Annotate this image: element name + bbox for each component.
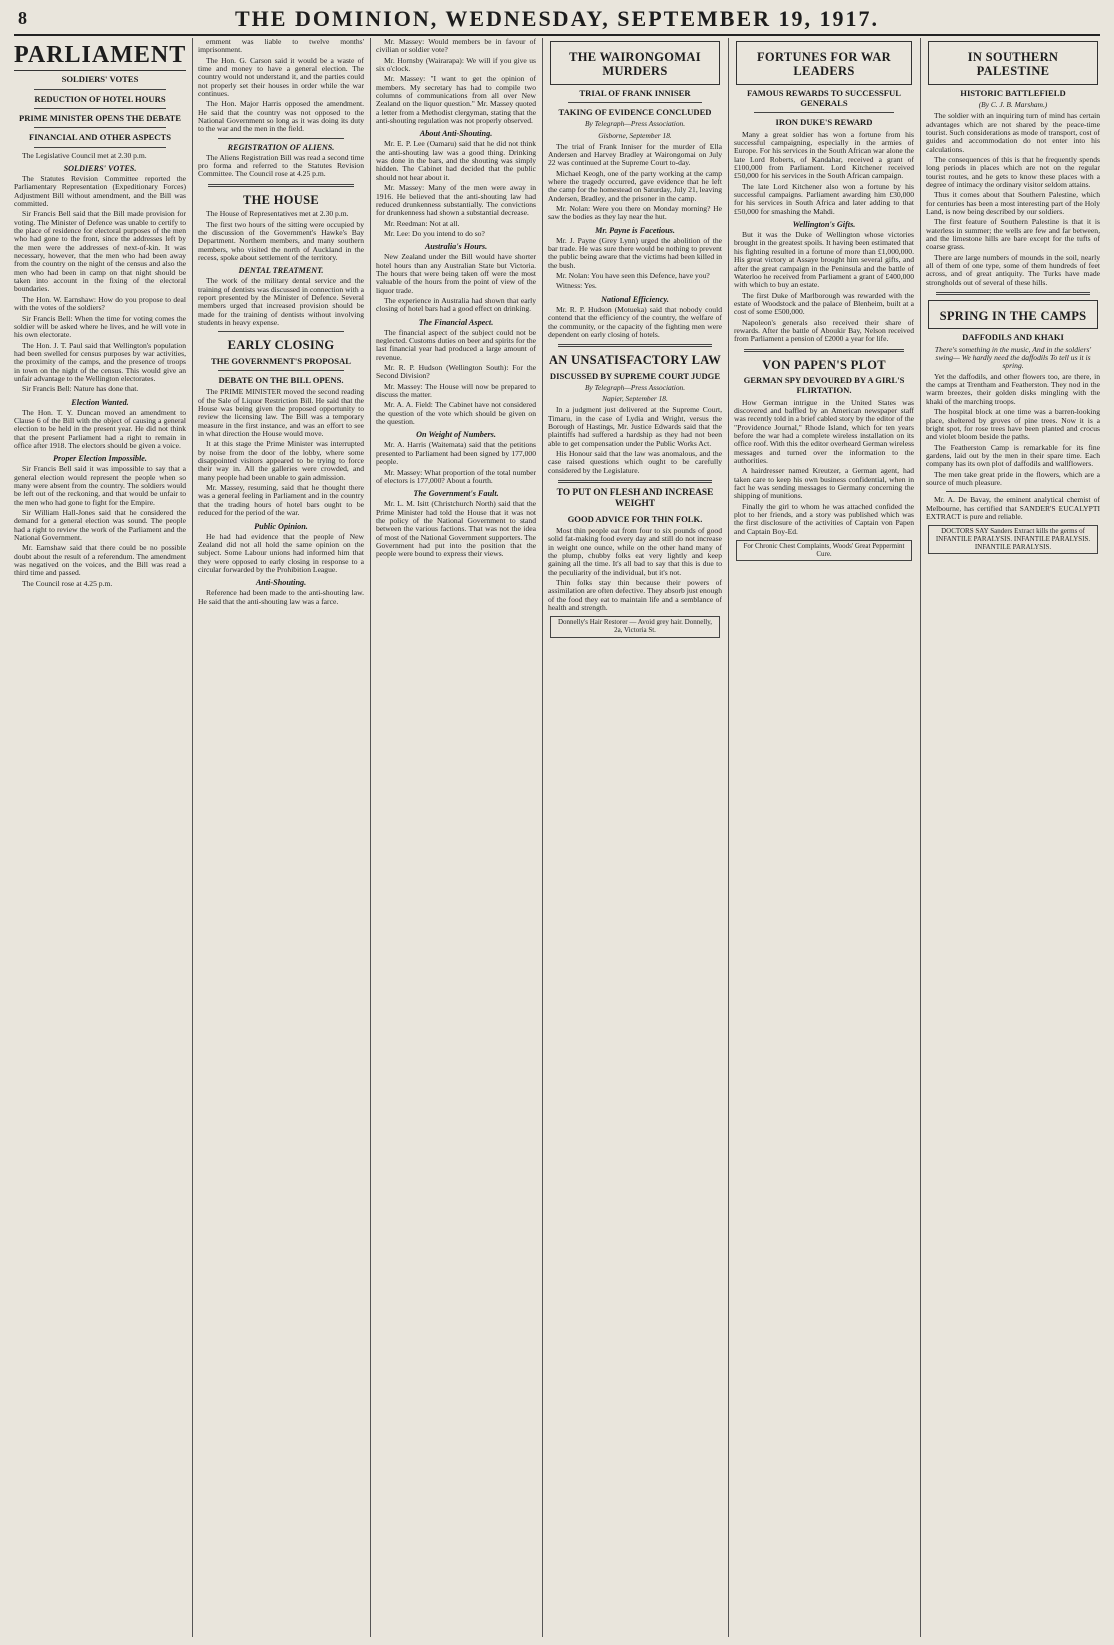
rule (568, 102, 702, 103)
double-rule (744, 349, 904, 352)
column-divider (542, 38, 543, 1637)
article-paragraph: Many a great soldier has won a fortune from his successful campaigning, especially in the armies of Europe. For his services in the South African war alone the late Lord Roberts, of Kandahar, received a grant of £100,000 from Parliament. Lord Kitchener received £50,000 for his services in the South African campaign. (734, 129, 914, 181)
financial-subheading: FINANCIAL AND OTHER ASPECTS (28, 132, 172, 143)
article-paragraph: Mr. R. P. Hudson (Motueka) said that nobody could contend that the efficiency of the country, the welfare of the community, or the capacity of the fighting men were dependent on early closing of hotels. (548, 304, 722, 339)
article-paragraph: Michael Keogh, one of the party working at the camp where the tragedy occurred, gave evidence that he left the camp for the homestead on Saturday, July 21, leaving Andersen, Bradley, and the prisoner in the camp. (548, 168, 722, 203)
article-paragraph: He had had evidence that the people of New Zealand did not all hold the same opinion on the subject. Some Labour unions had informed him that they were opposed to early closing in response to a circular forwarded by the Prohibition League. (198, 531, 364, 574)
article-paragraph: Mr. Reedman: Not at all. (384, 218, 460, 228)
article-paragraph: Reference had been made to the anti-shouting law. He said that the anti-shouting law was a farce. (198, 588, 364, 606)
article-paragraph: His Honour said that the law was anomalous, and the case raised questions which ought to be carefully considered by the Legislature. (548, 448, 722, 475)
rule (218, 138, 344, 139)
side-heading: Australia's Hours. (424, 242, 488, 252)
spring-camps-heading: SPRING IN THE CAMPS (939, 309, 1087, 324)
article-paragraph: Mr. Massey: Would members be in favour of civilian or soldier vote? (376, 38, 536, 55)
article-paragraph: Witness: Yes. (556, 281, 597, 291)
side-heading: REGISTRATION OF ALIENS. (227, 142, 335, 152)
early-closing-heading: EARLY CLOSING (227, 338, 335, 353)
advertisement: Donnelly's Hair Restorer — Avoid grey hair. Donnelly, 2a, Victoria St. (550, 616, 720, 637)
article-paragraph: The first Duke of Marlborough was rewarded with the estate of Woodstock and the palace of Blenheim, built at a cost of some £500,000. (734, 290, 914, 317)
article-paragraph: Mr. E. P. Lee (Oamaru) said that he did not think the anti-shouting law was a good thing. Drinking was done in the bars, and the shouting was simply hidden. The Cabinet had decided that the public should not hear about it. (376, 139, 536, 182)
masthead-title: THE DOMINION, WEDNESDAY, SEPTEMBER 19, 1917. (234, 6, 879, 31)
article-paragraph: The Hon. G. Carson said it would be a waste of time and money to have a general election. The country would not understand it, and the parties could not properly set their houses in order while the war continues. (198, 55, 364, 99)
byline: By Telegraph—Press Association. (584, 119, 686, 129)
double-rule (558, 344, 712, 347)
article-paragraph: Mr. L. M. Isitt (Christchurch North) said that the Prime Minister had told the House that it was not the policy of the National Government to stand between the various factions. That was not the idea of most of the National Government supporters. The Government had put into the position that the people were bound to express their views. (376, 499, 536, 559)
article-paragraph: The Statutes Revision Committee reported the Parliamentary Representation (Expeditionary Forces) Adjustment Bill without amendment, and the Bill was committed. (14, 174, 186, 209)
headline-box (736, 41, 912, 85)
unsatisfactory-law-heading: AN UNSATISFACTORY LAW (548, 353, 722, 368)
daffodils-subheading: DAFFODILS AND KHAKI (962, 332, 1064, 343)
article-paragraph: The Aliens Registration Bill was read a second time pro forma and referred to the Statutes Revision Committee. The Council rose at 4.25 p.m. (198, 152, 364, 179)
side-heading: Anti-Shouting. (255, 578, 307, 588)
german-spy-subheading: GERMAN SPY DEVOURED BY A GIRL'S FLIRTATION. (743, 374, 905, 396)
article-paragraph: Thus it comes about that Southern Palestine, which for centuries has been a most interesting part of the Holy Land, is now being described by our soldiers. (926, 190, 1100, 216)
article-paragraph: Mr. Massey, resuming, said that he thought there was a general feeling in Parliament and in the country that the trading hours of hotel bars ought to be reduced for the period of the war. (198, 483, 364, 518)
article-paragraph: The Hon. Major Harris opposed the amendment. He said that the country was not opposed to the National Government so long as it was doing its duty to the war and the men in the field. (198, 99, 364, 134)
flesh-weight-heading: TO PUT ON FLESH AND INCREASE WEIGHT (556, 487, 714, 510)
article-paragraph: The men take great pride in the flowers, which are a source of much pleasure. (926, 469, 1100, 487)
article-paragraph: The Hon. J. T. Paul said that Wellington's population had been swelled for census purposes by war activities, the proximity of the camps, and the presence of troops in town on the night of the census. This would give an unfair advantage to the Wellington electorates. (14, 340, 186, 383)
article-paragraph: The Legislative Council met at 2.30 p.m. (22, 150, 147, 160)
side-heading: Proper Election Impossible. (53, 454, 147, 464)
side-heading: SOLDIERS' VOTES. (63, 163, 137, 173)
article-paragraph: Mr. J. Payne (Grey Lynn) urged the abolition of the bar trade. He was sure there would be nothing to prevent the public being aware that the victims had been killed in the bush. (548, 235, 722, 270)
article-paragraph: Mr. Nolan: Were you there on Monday morning? He saw the bodies as they lay near the hut. (548, 204, 722, 222)
poem-verse: There's something in the music, And in the soldiers' swing— We hardly need the daffodils To tell us it is spring. (934, 344, 1092, 371)
dateline: Gisborne, September 18. (598, 130, 672, 140)
column-3 (376, 38, 536, 1639)
evidence-subheading: TAKING OF EVIDENCE CONCLUDED (558, 107, 712, 118)
article-paragraph: Mr. Lee: Do you intend to do so? (384, 228, 485, 238)
the-house-heading: THE HOUSE (243, 192, 319, 207)
double-rule (558, 480, 712, 483)
rule (218, 370, 344, 371)
column-6 (926, 38, 1100, 1639)
article-paragraph: The House of Representatives met at 2.30 p.m. (206, 209, 349, 219)
article-paragraph: Sir Francis Bell said it was impossible to say that a general election would represent the people when so many were absent from the country. The soldiers would be left out of the reckoning, and that would be unfair to the men who had gone to fight for the Empire. (14, 464, 186, 507)
fortunes-heading: FORTUNES FOR WAR LEADERS (756, 50, 891, 79)
rule (34, 89, 166, 90)
article-paragraph: There are large numbers of mounds in the soil, nearly all of them of one type, some of them hundreds of feet across, and of great antiquity. The Turks have made strongholds out of several of these hills. (926, 252, 1100, 287)
side-heading: The Government's Fault. (413, 489, 499, 499)
column-4 (548, 38, 722, 1639)
rule (34, 147, 166, 148)
article-paragraph: The PRIME MINISTER moved the second reading of the Sale of Liquor Restriction Bill. He said that the House was being given the proposed opportunity to review the licensing law. The Bill was a temporary measure in the first instance, and was an effort to see in what direction the House would move. (198, 387, 364, 439)
hotel-hours-subheading: REDUCTION OF HOTEL HOURS (34, 93, 166, 104)
article-paragraph: Mr. R. P. Hudson (Wellington South): For the Second Division? (376, 363, 536, 381)
article-paragraph: Mr. Hornsby (Wairarapa): We will if you give us six o'clock. (376, 55, 536, 74)
article-paragraph: The hospital block at one time was a barren-looking place, sheltered by groves of pine trees. Now it is a bright spot, for rose trees have been planted and crocus and violet bloom beside the paths. (926, 407, 1100, 442)
rule (34, 127, 166, 128)
palestine-heading: IN SOUTHERN PALESTINE (967, 50, 1059, 79)
wairongomai-heading: THE WAIRONGOMAI MURDERS (569, 50, 701, 79)
article-paragraph: Sir Francis Bell said that the Bill made provision for voting. The Minister of Defence was unable to certify to the place of residence for electoral purposes of the men who had gone to the front, since the addresses left by the men were the addresses of next-of-kin. It was necessary, however, that the men who had been away from the country on the night of the census and also the men who had been in camp on that night should be taken into account in the fixing of the electoral boundaries. (14, 209, 186, 294)
article-paragraph: The consequences of this is that he frequently spends long periods in places which are not on the regular tourist routes, and he gets to know these places with a degree of intimacy the ordinary visitor seldom attains. (926, 154, 1100, 189)
rewards-subheading: FAMOUS REWARDS TO SUCCESSFUL GENERALS (746, 87, 901, 109)
column-2 (198, 38, 364, 1639)
headline-box (928, 300, 1098, 329)
article-paragraph: The first feature of Southern Palestine is that it is waterless in summer; the wells are few and far between, and the limestone hills are bare except for the tufts of coarse grass. (926, 217, 1100, 252)
article-paragraph: But it was the Duke of Wellington whose victories brought in the greatest spoils. It having been estimated that his fighting resulted in a fortune of more than £1,000,000. His great victory at Assaye brought him several gifts, and after the great campaign in the Peninsula and the battle of Waterloo he received from Parliament a grant of £400,000 with which to buy an estate. (734, 230, 914, 290)
article-paragraph: Mr. Massey: "I want to get the opinion of members. My secretary has had to compile two columns of communications from all over New Zealand on the liquor question." Mr. Massey quoted a letter from a Methodist clergyman, stating that the anti-shouting regulation was not properly observed. (376, 74, 536, 126)
side-heading: About Anti-Shouting. (419, 129, 493, 139)
soldiers-votes-subheading: SOLDIERS' VOTES (61, 74, 139, 85)
side-heading: National Efficiency. (601, 294, 669, 304)
article-paragraph: ernment was liable to twelve months' imprisonment. (198, 38, 364, 55)
article-paragraph: Finally the girl to whom he was attached confided the plot to her friends, and a story was published which was the first disclosure of the activities of Captain von Papen and Captain Boy-Ed. (734, 501, 914, 536)
rule (754, 112, 894, 113)
article-paragraph: The first two hours of the sitting were occupied by the discussion of the Government's Hawke's Bay Department. Northern members, and many southern members, who visited the north of Auckland in the recess, spoke about settlement of the territory. (198, 219, 364, 262)
article-paragraph: Mr. Earnshaw said that there could be no possible doubt about the result of a referendum. The amendment was negatived on the voices, and the Bill was read a third time and passed. (14, 543, 186, 578)
article-paragraph: Mr. Nolan: You have seen this Defence, have you? (556, 271, 710, 281)
article-paragraph: Mr. A. A. Field: The Cabinet have not considered the question of the vote which should be given on the question. (376, 400, 536, 427)
byline: By Telegraph—Press Association. (584, 382, 686, 392)
article-paragraph: Sir William Hall-Jones said that he considered the demand for a general election was sound. The people had a right to review the work of the Parliament and the National Government. (14, 508, 186, 543)
rule (34, 108, 166, 109)
article-paragraph: A hairdresser named Kreutzer, a German agent, had taken care to keep his own business confidential, when in fact he was sending messages to Germany concerning the shipping of munitions. (734, 466, 914, 501)
trial-subheading: TRIAL OF FRANK INNISER (579, 87, 691, 98)
article-paragraph: Mr. Massey: What proportion of the total number of electors is 177,000? About a fourth. (376, 467, 536, 485)
von-papen-heading: VON PAPEN'S PLOT (762, 357, 886, 372)
article-paragraph: Mr. Massey: Many of the men were away in 1916. He believed that the anti-shouting law had reduced drunkenness substantially. The convictions for drunkenness had shown a substantial decrease. (376, 183, 536, 218)
article-paragraph: Most thin people eat from four to six pounds of good solid fat-making food every day and still do not increase in weight one ounce, while on the other hand many of the plump, chubby folks eat very lightly and keep gaining all the time. It's all bad to say that this is due to the peculiarity of the individual, but it's not. (548, 525, 722, 577)
double-rule (936, 292, 1090, 295)
headline-box (928, 41, 1098, 85)
article-paragraph: Sir Francis Bell: Nature has done that. (22, 384, 139, 394)
article-paragraph: The Hon. W. Earnshaw: How do you propose to deal with the votes of the soldiers? (14, 294, 186, 313)
page-number: 8 (18, 8, 27, 28)
column-divider (920, 38, 921, 1637)
article-paragraph: The work of the military dental service and the training of dentists was discussed in connection with a report presented by the Minister of Defence. Several members urged that increased provision should be made for the training of dentists without involving students in heavy expense. (198, 276, 364, 327)
article-paragraph: How German intrigue in the United States was discovered and baffled by an American newspaper staff was recently told in a brief cabled story by the editor of the "Providence Journal," Rhode Island, which for ten years before the war had a complete wireless installation on its office roof. With this the editor overheard German wireless messages and turned over the information to the authorities. (734, 397, 914, 466)
government-proposal-subheading: THE GOVERNMENT'S PROPOSAL (211, 355, 351, 366)
side-heading: Wellington's Gifts. (792, 220, 856, 230)
article-paragraph: The Council rose at 4.25 p.m. (22, 578, 113, 588)
column-divider (370, 38, 371, 1637)
column-5 (734, 38, 914, 1639)
thin-folk-subheading: GOOD ADVICE FOR THIN FOLK. (567, 513, 703, 524)
parliament-heading: PARLIAMENT (14, 42, 186, 71)
article-paragraph: Mr. A. Harris (Waitemata) said that the petitions presented to Parliament had been signed by 177,000 people. (376, 440, 536, 467)
article-paragraph: The late Lord Kitchener also won a fortune by his successful campaigns. Parliament awarding him £30,000 for his services in South Africa and later adding to that £50,000 for smashing the Mahdi. (734, 181, 914, 216)
byline: (By C. J. B. Marsham.) (978, 100, 1048, 110)
masthead (14, 4, 1100, 36)
column-divider (728, 38, 729, 1637)
article-paragraph: New Zealand under the Bill would have shorter hotel hours than any Australian State but Victoria. The hours that were being taken off were the most valuable of the hours from the point of view of the liquor trade. (376, 252, 536, 295)
article-paragraph: Napoleon's generals also received their share of rewards. After the battle of Aboukir Bay, Nelson received from Parliament a pension of £2000 a year for life. (734, 317, 914, 344)
column-divider (192, 38, 193, 1637)
headline-box (550, 41, 720, 85)
article-paragraph: The Hon. T. Y. Duncan moved an amendment to Clause 6 of the Bill with the object of causing a general election to be held in the present year. He did not think that the present Parliament had a right to remain in office after 1918. The electors should be given a voice. (14, 407, 186, 450)
article-paragraph: The trial of Frank Inniser for the murder of Ella Andersen and Harvey Bradley at Wairongomai on July 22 was continued at the Supreme Court to-day. (548, 141, 722, 168)
double-rule (208, 184, 354, 187)
debate-subheading: DEBATE ON THE BILL OPENS. (218, 375, 344, 386)
article-paragraph: The Featherston Camp is remarkable for its fine gardens, laid out by the men in their spare time. Each company has its own plot of daffodils and wallflowers. (926, 442, 1100, 469)
judge-subheading: DISCUSSED BY SUPREME COURT JUDGE (549, 370, 721, 381)
prime-minister-subheading: PRIME MINISTER OPENS THE DEBATE (18, 113, 182, 124)
article-paragraph: Mr. Massey: The House will now be prepared to discuss the matter. (376, 381, 536, 400)
advertisement: For Chronic Chest Complaints, Woods' Great Peppermint Cure. (736, 540, 912, 561)
side-heading: DENTAL TREATMENT. (238, 266, 324, 276)
side-heading: The Financial Aspect. (418, 317, 494, 327)
column-1 (14, 38, 186, 1639)
article-paragraph: It at this stage the Prime Minister was interrupted by noise from the door of the lobby, where some disappointed visitors appeared to be trying to force their way in. All the galleries were crowded, and many people had been unable to gain admission. (198, 439, 364, 482)
article-paragraph: Yet the daffodils, and other flowers too, are there, in the camps at Trentham and Featherston. They nod in the warm breezes, their golden disks mingling with the khaki of the marching troops. (926, 371, 1100, 406)
side-heading: On Weight of Numbers. (416, 430, 496, 440)
article-paragraph: Sir Francis Bell: When the time for voting comes the soldier will be asked where he lives, and he will vote in his own electorate. (14, 313, 186, 340)
battlefield-subheading: HISTORIC BATTLEFIELD (960, 87, 1066, 98)
article-paragraph: In a judgment just delivered at the Supreme Court, Timaru, in the case of Lydia and Wright, versus the Borough of Hastings, Mr. Justice Edwards said that the plaintiffs had suffered a hardship as they had not been able to get compensation under the Public Works Act. (548, 405, 722, 448)
article-paragraph: The financial aspect of the subject could not be neglected. Customs duties on beer and spirits for the last financial year had produced a large amount of revenue. (376, 327, 536, 362)
article-paragraph: Mr. A. De Bavay, the eminent analytical chemist of Melbourne, has certified that SANDER'S EUCALYPTI EXTRACT is pure and reliable. (926, 495, 1100, 521)
article-paragraph: Thin folks stay thin because their powers of assimilation are often defective. They absorb just enough of the food they eat to maintain life and a semblance of health and strength. (548, 577, 722, 612)
iron-duke-subheading: IRON DUKE'S REWARD (775, 117, 873, 128)
advertisement: DOCTORS SAY Sanders Extract kills the germs of INFANTILE PARALYSIS. INFANTILE PARALYSIS. INFANTILE PARALYSIS. (928, 525, 1098, 554)
side-heading: Public Opinion. (254, 521, 308, 531)
side-heading: Mr. Payne is Facetious. (595, 225, 675, 235)
article-paragraph: The soldier with an inquiring turn of mind has certain advantages which are not shared by the peace-time tourist. Such considerations as mode of transport, cost of guides and accommodation do not enter into his calculations. (926, 111, 1100, 154)
article-paragraph: The experience in Australia had shown that early closing of hotel bars had a good effect on drinking. (376, 295, 536, 314)
rule (218, 331, 344, 332)
side-heading: Election Wanted. (71, 397, 129, 407)
rule (946, 491, 1080, 492)
dateline: Napier, September 18. (602, 394, 668, 404)
